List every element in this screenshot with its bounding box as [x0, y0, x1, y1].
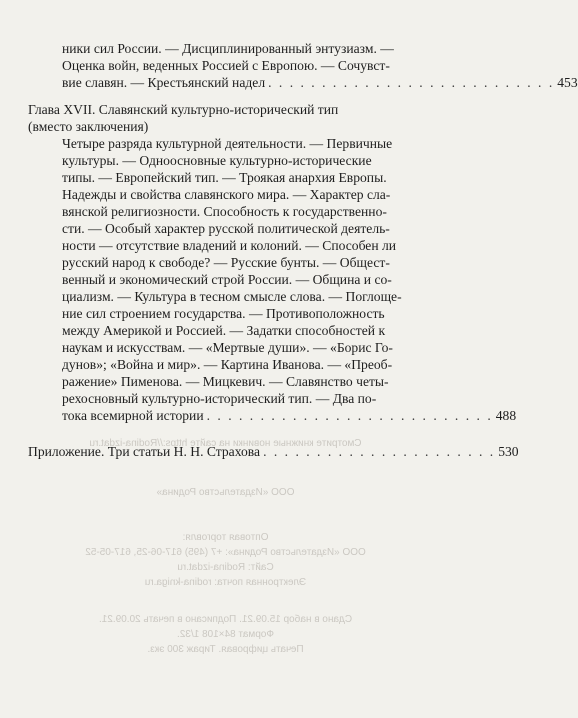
chapter-subtitle: (вместо заключения) — [28, 119, 149, 134]
toc-line: Оценка войн, веденных Россией с Европою. — Сочувст- — [62, 58, 390, 73]
toc-line: ники сил России. — Дисциплинированный энтузиазм. — — [62, 41, 394, 56]
bleed-line: ООО «Издательство Родина»: +7 (495) 617-06-25, 617-05-52 — [85, 547, 366, 558]
bleed-line: Смотрите книжные новинки на сайте https://Rodina-izdat.ru — [89, 438, 362, 449]
toc-line: дунов»; «Война и мир». — Картина Иванова. — «Преоб- — [62, 357, 393, 372]
toc-line: Надежды и свойства славянского мира. — Характер сла- — [62, 187, 391, 202]
bleed-line: Печать цифровая. Тираж 300 экз. — [147, 644, 304, 655]
page-number: 530 — [498, 444, 519, 459]
toc-line: тока всемирной истории — [62, 408, 204, 423]
toc-line: между Америкой и Россией. — Задатки способностей к — [62, 323, 386, 338]
toc-line: наукам и искусствам. — «Мертвые души». — «Борис Го- — [62, 340, 393, 355]
bleed-line: Электронная почта: rodina-kniga.ru — [144, 577, 307, 588]
leader-dots: . . . . . . . . . . . . . . . . . . . . . . . . . . . — [206, 408, 493, 423]
toc-line: рехосновный культурно-исторический тип. — Два по- — [62, 391, 377, 406]
leader-dots: . . . . . . . . . . . . . . . . . . . . . . — [263, 444, 496, 459]
bleed-line: Оптовая торговля: — [182, 532, 269, 543]
toc-line: типы. — Европейский тип. — Троякая анархия Европы. — [62, 170, 387, 185]
toc-line: культуры. — Одноосновные культурно-исторические — [62, 153, 372, 168]
appendix-title: Приложение. Три статьи Н. Н. Страхова — [28, 444, 261, 459]
leader-dots: . . . . . . . . . . . . . . . . . . . . . . . . . . . — [268, 75, 555, 90]
bleed-line: Формат 84×108 1/32. — [177, 629, 274, 640]
bleed-line: Сайт: Rodina-izdat.ru — [177, 562, 274, 573]
toc-line: вянской религиозности. Способность к государственно- — [62, 204, 387, 219]
toc-line: ности — отсутствие владений и колоний. — Способен ли — [62, 238, 397, 253]
toc-line: венный и экономический строй России. — Община и со- — [62, 272, 392, 287]
toc-line: Четыре разряда культурной деятельности. — Первичные — [62, 136, 393, 151]
toc-entry-end[interactable] — [62, 407, 517, 424]
bleed-line: ООО «Издательство Родина» — [156, 487, 295, 498]
chapter-title[interactable]: Глава XVII. Славянский культурно-исторический тип — [28, 102, 339, 117]
page-number: 488 — [495, 408, 517, 423]
bleed-line: Сдано в набор 15.09.21. Подписано в печать 20.09.21. — [98, 614, 353, 625]
toc-line: циализм. — Культура в тесном смысле слова. — Поглоще- — [62, 289, 402, 304]
toc-line: русский народ к свободе? — Русские бунты. — Общест- — [62, 255, 390, 270]
toc-line: ражение» Пименова. — Мицкевич. — Славянство четы- — [62, 374, 389, 389]
toc-line: ние сил строением государства. — Противоположность — [62, 306, 385, 321]
page-number: 453 — [557, 75, 578, 90]
toc-line: вие славян. — Крестьянский надел — [62, 75, 266, 90]
toc-line: сти. — Особый характер русской политической деятель- — [62, 221, 390, 236]
toc-entry-appendix[interactable] — [28, 443, 519, 460]
toc-entry-end[interactable] — [62, 74, 578, 91]
